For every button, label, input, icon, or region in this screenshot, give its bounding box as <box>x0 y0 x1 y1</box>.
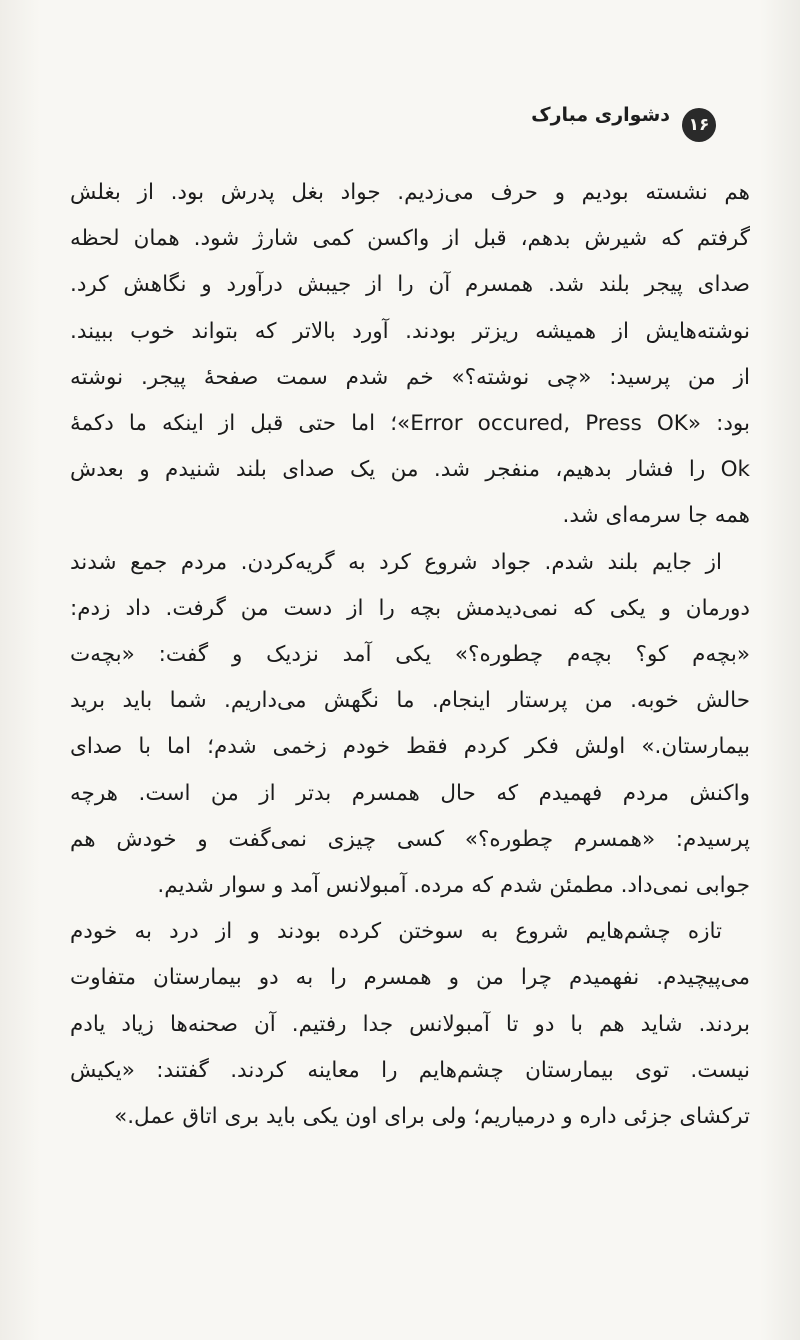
text-line: حالش خوبه. من پرستار اینجام. ما نگهش می‌داریم. شما باید برید <box>70 688 750 714</box>
text-line: واکنش مردم فهمیدم که حال همسرم بدتر از من است. هرچه <box>70 780 750 806</box>
text-line: دورمان و یکی که نمی‌دیدمش بچه را از دست من گرفت. داد زدم: <box>70 595 750 621</box>
paragraph-2 <box>70 540 750 910</box>
text-line: «بچه‌م کو؟ بچه‌م چطوره؟» یکی آمد نزدیک و گفت: «بچه‌ت <box>70 642 750 668</box>
text-line: بردند. شاید هم با دو تا آمبولانس جدا رفتیم. آن صحنه‌ها زیاد یادم <box>70 1011 750 1037</box>
text-line: گرفتم که شیرش بدهم، قبل از واکسن کمی شارژ شود. همان لحظه <box>70 226 750 252</box>
text-line: Ok را فشار بدهیم، منفجر شد. من یک صدای بلند شنیدم و بعدش <box>70 457 750 483</box>
text-line: بود: «Error occured, Press OK»؛ اما حتی قبل از اینکه ما دکمهٔ <box>70 411 750 437</box>
text-line: بیمارستان.» اولش فکر کردم فقط خودم زخمی شدم؛ اما با صدای <box>70 734 750 760</box>
body-text <box>70 170 750 1140</box>
text-line: صدای پیجر بلند شد. همسرم آن را از جیبش درآورد و نگاهش کرد. <box>70 272 750 298</box>
paragraph-1 <box>70 170 750 540</box>
text-line: پرسیدم: «همسرم چطوره؟» کسی چیزی نمی‌گفت و خودش هم <box>70 826 750 852</box>
text-line: نوشته‌هایش از همیشه ریزتر بودند. آورد بالاتر که بتواند خوب ببیند. <box>70 318 750 344</box>
text-line: جوابی نمی‌داد. مطمئن شدم که مرده. آمبولانس آمد و سوار شدیم. <box>157 873 750 899</box>
text-line: نیست. توی بیمارستان چشم‌هایم را معاینه کردند. گفتند: «یکیش <box>70 1057 750 1083</box>
text-line: هم نشسته بودیم و حرف می‌زدیم. جواد بغل پدرش بود. از بغلش <box>70 180 750 205</box>
paragraph-3 <box>70 909 750 1140</box>
text-line: ترکشای جزئی داره و درمیاریم؛ ولی برای اون یکی باید بری اتاق عمل.» <box>114 1104 750 1130</box>
text-line: تازه چشم‌هایم شروع به سوختن کرده بودند و از درد به خودم <box>70 919 722 945</box>
text-line: همه جا سرمه‌ای شد. <box>562 503 750 529</box>
page-number-badge: ۱۶ <box>682 108 716 142</box>
text-line: می‌پیچیدم. نفهمیدم چرا من و همسرم را به دو بیمارستان متفاوت <box>70 965 750 991</box>
running-title: دشواری مبارک <box>531 104 670 126</box>
text-line: از جایم بلند شدم. جواد شروع کرد به گریه‌کردن. مردم جمع شدند <box>70 549 722 575</box>
text-line: از من پرسید: «چی نوشته؟» خم شدم سمت صفحهٔ پیجر. نوشته <box>70 364 750 390</box>
page-header <box>531 104 710 135</box>
